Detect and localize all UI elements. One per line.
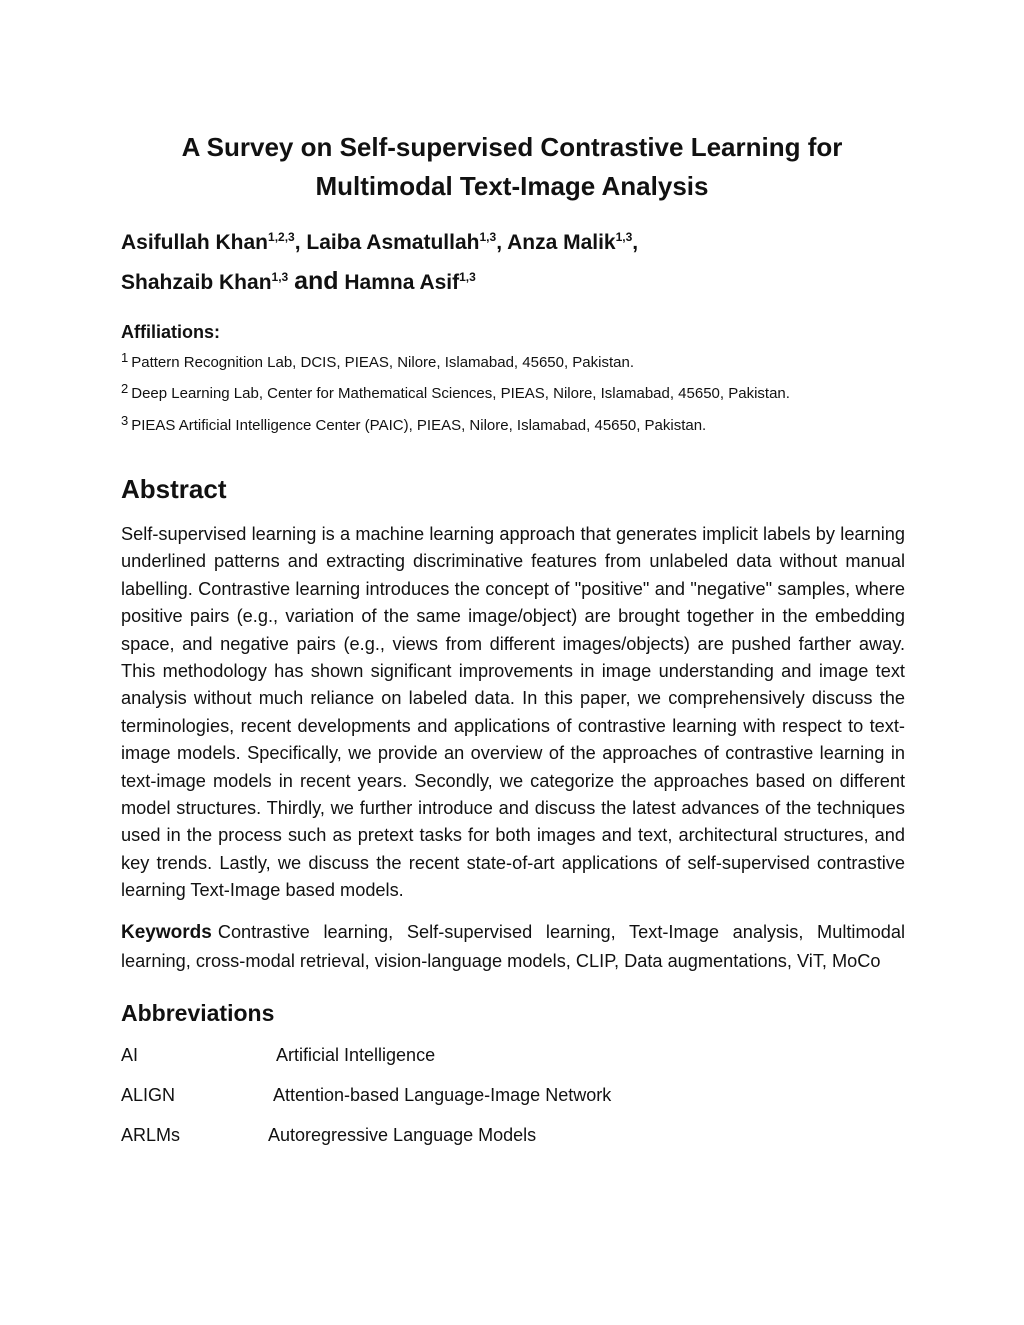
keywords-paragraph [121,918,905,975]
affiliations-heading: Affiliations: [121,322,220,342]
affiliation-text: PIEAS Artificial Intelligence Center (PAIC), PIEAS, Nilore, Islamabad, 45650, Pakistan. [131,417,707,434]
author-affiliation-marks: 1,3 [459,270,476,284]
author-affiliation-marks: 1,3 [479,230,497,244]
abbreviation-definition: Artificial Intelligence [276,1045,436,1065]
author-name: Shahzaib Khan [121,271,272,294]
abbreviation-row [121,1085,905,1109]
author-name: Anza Malik [507,231,616,254]
author-list: Asifullah Khan$^{1,2,3}$, Laiba Asmatullah$^{1,3}$, Anza Malik$^{1,3}$, Shahzaib Khan$^{1,3}$ and Hamna Asif$^{1,3}$ [121,230,639,295]
abstract-heading: Abstract [121,474,227,504]
paper-title-line-2: Multimodal Text-Image Analysis [315,171,709,201]
abbreviation-row [121,1045,905,1069]
author-conjunction: and [294,267,339,295]
keywords-label: Keywords [121,922,212,943]
affiliation-item [121,381,921,404]
author-name: Laiba Asmatullah [306,231,480,254]
abbreviation-term: ALIGN [121,1085,176,1105]
paper-title-line-1: A Survey on Self-supervised Contrastive Learning for [181,132,843,162]
abbreviation-term: AI [121,1045,139,1065]
affiliation-number: 2 [121,381,129,396]
affiliation-text: Pattern Recognition Lab, DCIS, PIEAS, Nilore, Islamabad, 45650, Pakistan. [131,354,635,371]
abbreviation-row [121,1125,905,1149]
abbreviation-definition: Autoregressive Language Models [268,1125,537,1145]
affiliation-number: 3 [121,413,129,428]
affiliation-item [121,350,921,373]
abbreviations-heading: Abbreviations [121,1000,275,1026]
author-affiliation-marks: 1,3 [615,230,633,244]
abbreviation-term: ARLMs [121,1125,181,1145]
paper-title [120,128,904,206]
abbreviation-definition: Attention-based Language-Image Network [273,1085,612,1105]
affiliation-text: Deep Learning Lab, Center for Mathematical Sciences, PIEAS, Nilore, Islamabad, 45650, Pakistan. [131,385,790,402]
affiliation-item [121,413,921,436]
author-name: Hamna Asif [344,271,460,294]
author-affiliation-marks: 1,2,3 [268,230,295,244]
affiliation-number: 1 [121,350,129,365]
abstract-body: Self-supervised learning is a machine learning approach that generates implicit labels by learning underlined patterns and extracting discriminative features from unlabeled data without manual labelling. Contrastive learning introduces the concept of "positive" and "negative" samples, where positive pairs (e.g., variation of the same image/object) are brought together in the embedding space, and negative pairs (e.g., views from different images/objects) are pushed farther away. This methodology has shown significant improvements in image understanding and image text analysis without much reliance on labeled data. In this paper, we comprehensively discuss the terminologies, recent developments and applications of contrastive learning with respect to text-image models. Specifically, we provide an overview of the approaches of contrastive learning in text-image models in recent years. Secondly, we categorize the approaches based on different model structures. Thirdly, we further introduce and discuss the latest advances of the techniques used in the process such as pretext tasks for both images and text, architectural structures, and key trends. Lastly, we discuss the recent state-of-art applications of self-supervised contrastive learning Text-Image based models. [121,524,905,901]
keywords-text: Contrastive learning, Self-supervised learning, Text-Image analysis, Multimodal learning, cross-modal retrieval, vision-language models, CLIP, Data augmentations, ViT, MoCo [121,922,905,971]
author-affiliation-marks: 1,3 [271,270,289,284]
author-name: Asifullah Khan [121,231,269,254]
